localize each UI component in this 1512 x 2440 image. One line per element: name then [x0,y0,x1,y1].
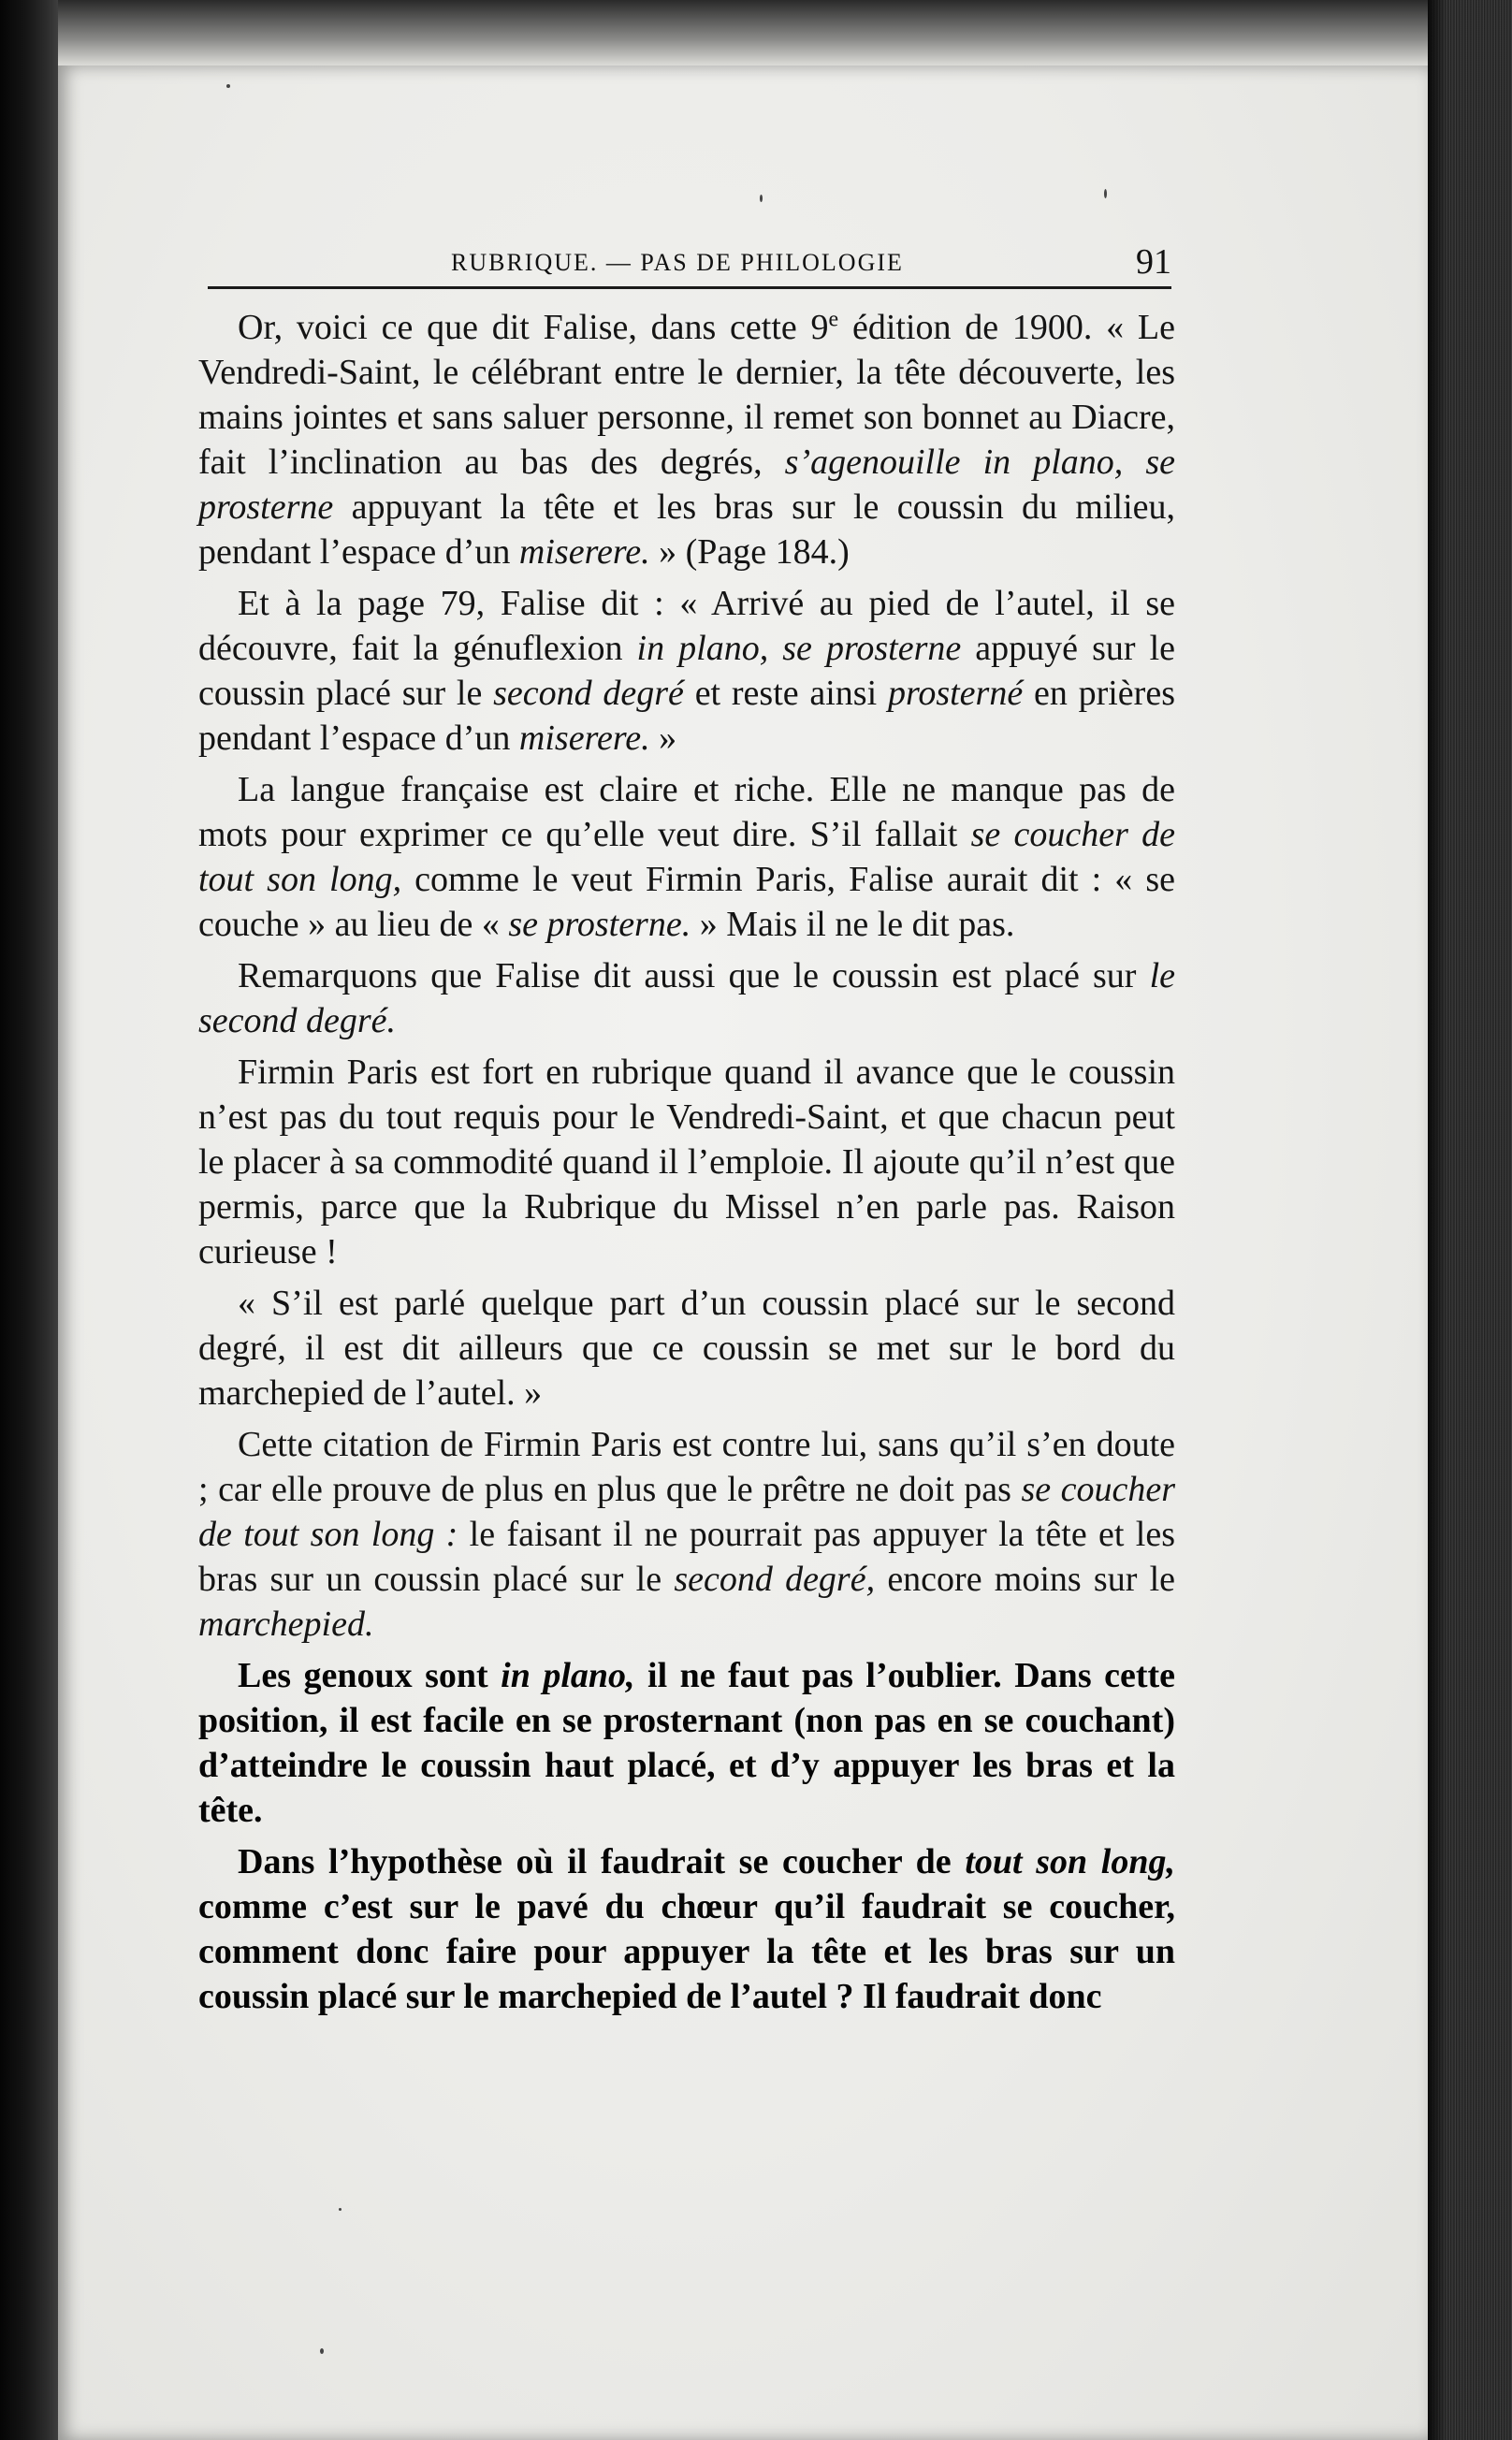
paragraph-cette-citation [198,1422,1175,1647]
text-run: Remarquons que Falise dit aussi que le coussin est placé sur [238,956,1150,995]
running-head: RUBRIQUE. — PAS DE PHILOLOGIE [451,249,904,276]
paragraph-remarquons [198,953,1175,1043]
text-run: encore moins sur le [875,1560,1175,1599]
text-run: » Mais il ne le dit pas. [691,905,1015,944]
text-run: Dans l’hypothèse où il faudrait se coucher de [238,1842,966,1881]
page-top-shadow [58,0,1428,65]
text-run: comme le veut Firmin Paris, Falise aurait dit : « se couche » au lieu de « [198,860,1175,944]
italic-text: in plano, se prosterne [636,629,962,668]
paragraph-falise-citation [198,305,1175,574]
italic-text: se prosterne. [508,905,691,944]
text-run: appuyé sur le coussin placé sur le [198,629,1175,713]
paragraph-les-genoux [198,1653,1175,1833]
body-text [198,305,1175,2026]
italic-text: marchepied. [198,1605,374,1644]
text-run: le faisant il ne pourrait pas appuyer la tête et les bras sur un coussin placé sur le [198,1515,1176,1599]
text-run: Et à la page 79, Falise dit : « Arrivé au pied de l’autel, il se découvre, fait la génuflexion [198,584,1175,668]
text-run: Or, voici ce que dit Falise, dans cette 9 [238,308,829,347]
italic-text: miserere. [518,532,650,572]
italic-text: s’agenouille in plano, se prosterne [198,443,1175,527]
italic-text: se coucher de tout son long : [198,1470,1175,1554]
text-run: Cette citation de Firmin Paris est contre lui, sans qu’il s’en doute ; car elle prouve de plus en plus que le prêtre ne doit pas [198,1425,1175,1509]
text-run: La langue française est claire et riche. Elle ne manque pas de mots pour exprimer ce qu’elle veut dire. S’il fallait [198,770,1175,854]
text-run: » (Page 184.) [649,532,850,572]
page-number: 91 [1136,242,1171,282]
paragraph-hypothese [198,1839,1175,2019]
italic-text: second degré [493,674,684,713]
book-gutter-edge [0,0,58,2440]
paragraph-firmin-paris [198,1050,1175,1274]
paragraph-langue-francaise [198,767,1175,947]
paragraph-quotation [198,1281,1175,1416]
italic-text: prosterné [887,674,1024,713]
text-run: Les genoux sont [238,1656,502,1695]
superscript: e [828,307,839,332]
text-run: appuyant la tête et les bras sur le coussin du milieu, pendant l’espace d’un [198,487,1175,572]
text-run: » [649,719,677,758]
italic-text: le second degré. [198,956,1175,1040]
text-run: Firmin Paris est fort en rubrique quand il avance que le coussin n’est pas du tout requis pour le Vendredi-Saint, et que chacun peut le placer à sa commodité quand il l’emploie. Il ajoute qu’il n’est que permis, parce que la Rubrique du Missel n’en parle pas. Raison curieuse ! [198,1053,1175,1271]
text-run: « S’il est parlé quelque part d’un coussin placé sur le second degré, il est dit ailleurs que ce coussin se met sur le bord du marchepied de l’autel. » [198,1284,1175,1413]
italic-text: second degré, [674,1560,876,1599]
paragraph-page-79 [198,581,1175,761]
book-fore-edge [1428,0,1512,2440]
text-run: comme c’est sur le pavé du chœur qu’il faudrait se coucher, comment donc faire pour appuyer la tête et les bras sur un coussin placé sur le marchepied de l’autel ? Il faudrait donc [198,1887,1175,2016]
text-run: il ne faut pas l’oublier. Dans cette position, il est facile en se prosternant (non pas en se couchant) d’atteindre le coussin haut placé, et d’y appuyer les bras et la tête. [198,1656,1175,1830]
text-run: et reste ainsi [683,674,888,713]
italic-text: tout son long, [965,1842,1175,1881]
italic-text: in plano, [501,1656,635,1695]
text-run: édition de 1900. « Le Vendredi-Saint, le célébrant entre le dernier, la tête découverte, les mains jointes et sans saluer personne, il remet son bonnet au Diacre, fait l’inclination au bas des degrés, [198,308,1175,482]
italic-text: se coucher de tout son long, [198,815,1175,899]
text-run: en prières pendant l’espace d’un [198,674,1175,758]
italic-text: miserere. [518,719,650,758]
page-header [208,240,1171,289]
